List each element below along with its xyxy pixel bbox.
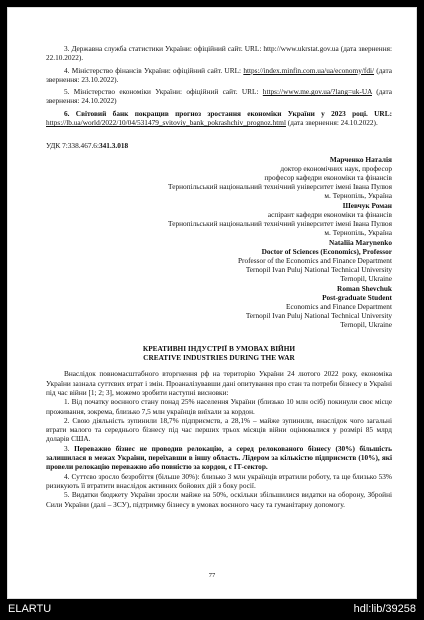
author-line: Doctor of Sciences (Economics), Professor [261,246,392,256]
paragraph [46,444,392,472]
body-text [46,369,392,508]
reference-6-text: 6. Світовий банк покращив прогноз зростання економіки України у 2023 році. URL: [64,108,392,118]
paper-title-en: CREATIVE INDUSTRIES DURING THE WAR [143,352,295,362]
reference-6 [46,109,392,128]
author-name: Марченко Наталія [329,154,392,164]
reference-5-date: (дата звернення: 24.10.2022) [46,87,392,106]
reference-5-link[interactable]: https://www.me.gov.ua/?lang=uk-UA [262,87,372,97]
udc-label: УДК 7:338.467.6: [46,141,99,151]
paragraph-number: 3. [64,443,75,453]
author-line: Ternopil, Ukraine [340,320,392,330]
paragraph-bold-text: Переважно бізнес не проводив релокацію, а серед релокованого бізнесу (30%) більшість залишилася в межах України, переїхавши в іншу область. Лідером за кількістю підприємств (10%), які провели релокацію переважно або повністю за кордон, є ІТ-сектор. [46,443,393,472]
repository-name: ELARTU [8,603,52,615]
author-block [46,155,392,330]
author-line: Ternopil, Ukraine [340,274,392,284]
udc-number: 341.3.018 [99,141,129,151]
author-name: Nataliia Marynenko [328,237,392,247]
reference-6-link[interactable]: https://lb.ua/world/2022/10/04/531479_svitoviy_bank_pokrashchiv_prognoz.html [46,118,286,128]
references-list [46,44,392,127]
reference-6-date: (дата звернення: 24.10.2022). [285,118,378,128]
author-line: Economics and Finance Department [286,301,392,311]
page-number: 77 [208,572,216,579]
document-page [8,8,416,598]
author-line: доктор економічних наук, професор [280,163,392,173]
reference-4 [46,66,392,85]
reference-3: 3. Державна служба статистики України: офіційний сайт. URL: http://www.ukrstat.gov.ua (дата звернення: 22.10.2022). [46,44,392,63]
handle-id: hdl:lib/39258 [353,603,416,615]
author-line: Professor of the Economics and Finance Department [237,255,392,265]
reference-4-date: (дата звернення: 23.10.2022). [46,65,392,84]
paragraph: Внаслідок повномасштабного вторгнення рф на територію України 24 лютого 2022 року, економіка України зазнала суттєвих втрат і змін. Проаналізувавши дані опитування про стан та потреби бізнесу в Україні під час війни [1; 2; 3], можемо зробити наступні висновки: [46,369,392,397]
reference-4-link[interactable]: https://index.minfin.com.ua/ua/economy/fdi/ [243,65,375,75]
author-name: Шевчук Роман [342,200,392,210]
reference-4-text: 4. Міністерство фінансів України: офіційний сайт. URL: [64,65,244,75]
author-line: аспірант кафедри економіки та фінансів [267,209,392,219]
reference-5 [46,87,392,106]
author-line: Тернопільський національний технічний університет імені Івана Пулюя [168,182,392,192]
author-name: Roman Shevchuk [337,283,392,293]
paragraph: 1. Від початку воєнного стану понад 25% населення України (близько 10 млн осіб) покинули своє місце проживання, зокрема, близько 7,5 млн українців виїхали за кордон. [46,397,392,416]
udc-code [46,141,392,150]
author-line: Post-graduate Student [322,292,392,302]
author-line: професор кафедри економіки та фінансів [264,173,392,183]
page-content [46,44,392,509]
author-line: м. Тернопіль, Україна [324,228,392,238]
author-line: м. Тернопіль, Україна [324,191,392,201]
repository-footer [0,600,424,620]
paper-title [46,344,392,363]
reference-5-text: 5. Міністерство економіки України: офіційний сайт. URL: [64,87,263,97]
author-line: Ternopil Ivan Puluj National Technical University [245,265,392,275]
paragraph: 5. Видатки бюджету України зросли майже на 50%, оскільки збільшилися видатки на оборону, Збройні Сили України (далі – ЗСУ), підтримку бізнесу в умовах воєнного часу та гуманітарну допомогу. [46,490,392,509]
paragraph: 4. Суттєво зросло безробіття (більше 30%): близько 3 млн українців втратили роботу, та ще близько 53% ризикують її втратити внаслідок активних бойових дій з боку росії. [46,471,392,490]
paper-title-ua: КРЕАТИВНІ ІНДУСТРІЇ В УМОВАХ ВІЙНИ [142,343,296,353]
paragraph: 2. Свою діяльність зупинили 18,7% підприємств, а 28,1% – майже зупинили, внаслідок чого загальні втрати малого та середнього бізнесу під час перших трьох місяців війни оцінювалися у розмірі 85 млрд доларів США. [46,415,392,444]
author-line: Ternopil Ivan Puluj National Technical University [245,311,392,321]
author-line: Тернопільський національний технічний університет імені Івана Пулюя [168,219,392,229]
